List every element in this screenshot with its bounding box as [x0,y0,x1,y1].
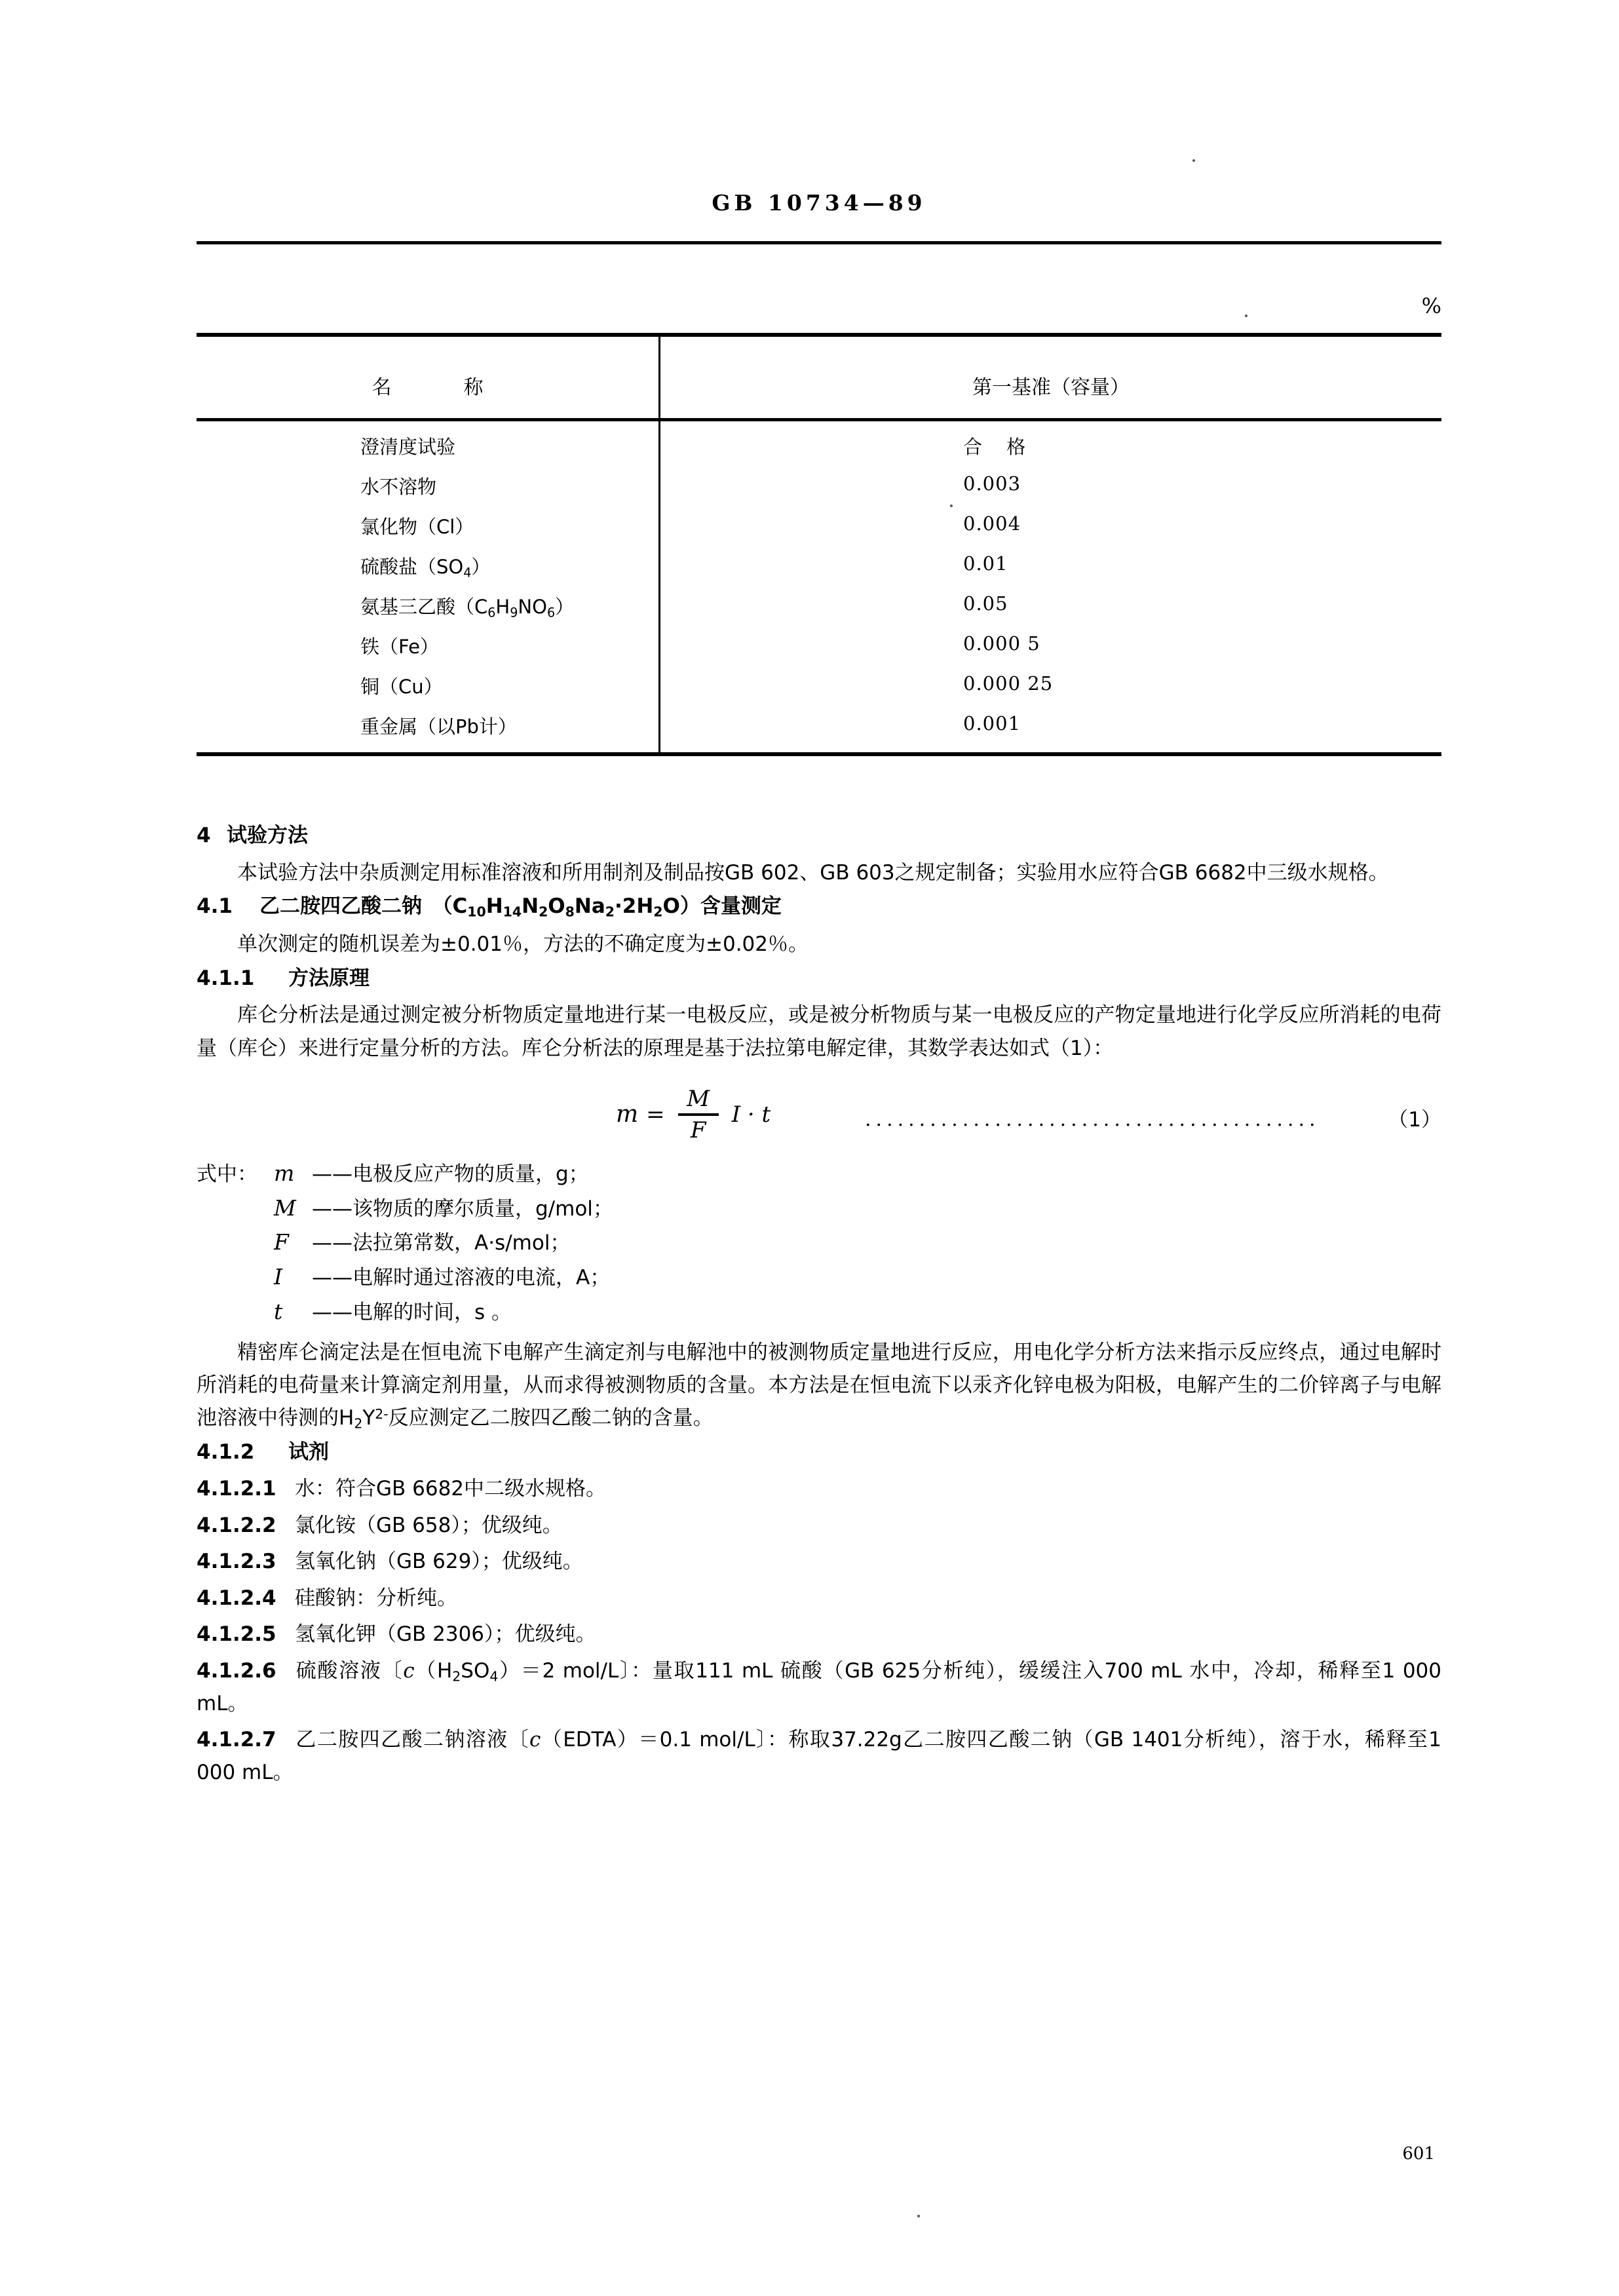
table-cell-value: 0.003 [963,472,1021,495]
equation-lhs: m [616,1101,639,1128]
table-row [197,552,1441,592]
reagent-item [197,1724,1441,1789]
heading-title-4-1-2: 试剂 [288,1440,329,1464]
heading-section-4 [197,822,1441,850]
variable-description: 电解的时间，s 。 [352,1301,512,1325]
variable-description: 电极反应产物的质量，g； [352,1162,589,1186]
paragraph-section-4: 本试验方法中杂质测定用标准溶液和所用制剂及制品按GB 602、GB 603之规定制备；实验用水应符合GB 6682中三级水规格。 [237,860,1389,885]
reagent-item [197,1546,1441,1578]
table-cell-value: 0.01 [963,552,1008,575]
table-header-name [197,371,658,400]
table-cell-name: 铜（Cu） [360,676,443,698]
reagent-item [197,1582,1441,1615]
equation-equals: = [646,1101,665,1128]
variable-description: 该物质的摩尔质量，g/mol； [352,1196,613,1221]
equation-rhs: I · t [731,1101,771,1128]
table-cell-value: 0.000 5 [963,632,1040,655]
where-lead-label: 式中： [197,1162,257,1186]
variable-dash: —— [312,1162,352,1186]
heading-section-4-1 [197,893,1441,921]
heading-number-4: 4 [197,824,211,847]
table-row [197,632,1441,672]
table-cell-name: 澄清度试验 [360,436,456,458]
reagent-item-text: 氢氧化钠（GB 629）；优级纯。 [295,1550,583,1574]
table-header-value: 第一基准（容量） [972,376,1130,399]
variable-symbol: m [274,1160,295,1186]
table-row [197,592,1441,632]
paragraph-principle-2: 精密库仑滴定法是在恒电流下电解产生滴定剂与电解池中的被测物质定量地进行反应，用电化学分析方法来指示反应终点，通过电解时所消耗的电荷量来计算滴定剂用量，从而求得被测物质的含量。本方法是在恒电流下以汞齐化锌电极为阳极，电解产生的二价锌离子与电解池溶液中待测的$H_2Y^{2-}$反应测定乙二胺四乙酸二钠的含量。 [197,1340,1441,1432]
heading-title-4: 试验方法 [227,824,308,847]
scan-speck [1245,315,1248,317]
table-row [197,672,1441,712]
variable-dash: —— [312,1301,352,1325]
table-rule-header-bottom [197,418,1441,421]
table-header-name-part1: 名 [371,376,392,399]
table-row [197,712,1441,752]
header-rule [197,241,1441,244]
reagent-item-number: 4.1.2.4 [197,1586,276,1610]
heading-number-4-1-2: 4.1.2 [197,1440,255,1464]
table-row [197,472,1441,512]
table-cell-name: 氨基三乙酸$(C_6H_9NO_6)$ [360,596,575,621]
paragraph-section-4-1: 单次测定的随机误差为±0.01％，方法的不确定度为±0.02％。 [237,932,809,957]
reagent-item-text: 氯化铵（GB 658）；优级纯。 [295,1513,563,1537]
variable-definition-row [197,1260,1441,1295]
table-cell-value: 0.05 [963,592,1008,615]
variable-symbol: t [274,1299,283,1325]
scan-speck [1192,159,1195,162]
table-cell-value: 0.001 [963,712,1021,735]
variable-symbol: F [274,1229,289,1255]
heading-title-4-1-1: 方法原理 [288,966,370,990]
table-rule-bottom [197,752,1441,756]
reagent-item-list [197,1473,1441,1789]
reagent-item-number: 4.1.2.6 [197,1658,276,1683]
variable-symbol: M [274,1195,296,1221]
reagent-item [197,1618,1441,1651]
table-header-name-part2: 称 [463,376,484,399]
table-cell-name: 铁（Fe） [360,636,439,658]
table-cell-name: 重金属（以Pb计） [360,716,517,738]
reagent-item-text: 氢氧化钾（GB 2306）；优级纯。 [295,1622,596,1647]
reagent-item [197,1655,1441,1720]
table-row [197,432,1441,472]
heading-number-4-1: 4.1 [197,894,233,919]
variable-dash: —— [312,1231,352,1255]
equation-fraction [678,1086,719,1143]
page-number: 601 [1402,2144,1435,2164]
variable-dash: —— [312,1266,352,1290]
variable-definition-row [197,1157,1441,1191]
table-rule-top [197,333,1441,337]
variable-dash: —— [312,1196,352,1221]
reagent-item-number: 4.1.2.7 [197,1728,276,1752]
table-cell-name: 氯化物（Cl） [360,516,474,538]
table-row [197,512,1441,552]
reagent-item-number: 4.1.2.1 [197,1477,276,1501]
variable-description: 电解时通过溶液的电流，A； [352,1266,611,1290]
table-cell-value: 0.004 [963,512,1021,535]
reagent-item-text: 乙二胺四乙酸二钠溶液〔c（EDTA）＝0.1 mol/L〕：称取37.22g乙二胺四乙酸二钠（GB 1401分析纯），溶于水，稀释至1 000 mL。 [197,1728,1442,1784]
heading-number-4-1-1: 4.1.1 [197,966,255,990]
variable-symbol: I [274,1264,283,1290]
variable-definition-row [197,1191,1441,1226]
table-cell-value: 0.000 25 [963,672,1054,695]
table-cell-name: 水不溶物 [360,476,437,498]
equation-numerator: M [687,1085,710,1112]
table-cell-value: 合 格 [963,436,1035,458]
equation-1 [197,1074,1441,1153]
variable-description: 法拉第常数，A·s/mol； [352,1231,571,1255]
paragraph-principle-1: 库仑分析法是通过测定被分析物质定量地进行某一电极反应，或是被分析物质与某一电极反应的产物定量地进行化学反应所消耗的电荷量（库仑）来进行定量分析的方法。库仑分析法的原理是基于法拉第电解定律，其数学表达如式（1）： [197,1003,1441,1060]
reagent-item-text: 硅酸钠：分析纯。 [295,1586,457,1610]
equation-number: （1） [1388,1107,1441,1132]
variable-definition-row [197,1225,1441,1260]
heading-title-4-1: 乙二胺四乙酸二钠 $(C_{10}H_{14}N_2O_8Na_2\cdot 2H_2O)$含量测定 [259,894,782,920]
reagent-item-text: 水：符合GB 6682中二级水规格。 [295,1477,607,1501]
running-head-standard-number: GB 10734—89 [712,190,926,216]
heading-section-4-1-1 [197,965,1441,993]
reagent-item [197,1510,1441,1542]
reagent-item-number: 4.1.2.3 [197,1550,276,1574]
equation-variable-definitions [197,1157,1441,1330]
document-body [197,822,1441,1793]
heading-section-4-1-2 [197,1439,1441,1466]
unit-percent-marker: % [1421,294,1441,318]
reagent-item-text: 硫酸溶液〔$c(H_2SO_4)=2$ mol/L〕：量取111 mL 硫酸（GB 625分析纯），缓缓注入700 mL 水中，冷却，稀释至1 000 mL。 [197,1658,1442,1715]
equation-denominator: F [690,1117,706,1143]
equation-expression [616,1086,771,1143]
table-cell-name: 硫酸盐$(SO_4)$ [360,556,491,581]
reagent-item-number: 4.1.2.5 [197,1622,276,1647]
variable-definition-row [197,1295,1441,1330]
reagent-item [197,1473,1441,1506]
table-body [197,432,1441,752]
page-sheet [197,0,1441,2296]
scan-speck [917,2215,920,2217]
equation-leader-dots: .......................................... [865,1107,1320,1131]
reagent-item-number: 4.1.2.2 [197,1513,276,1537]
